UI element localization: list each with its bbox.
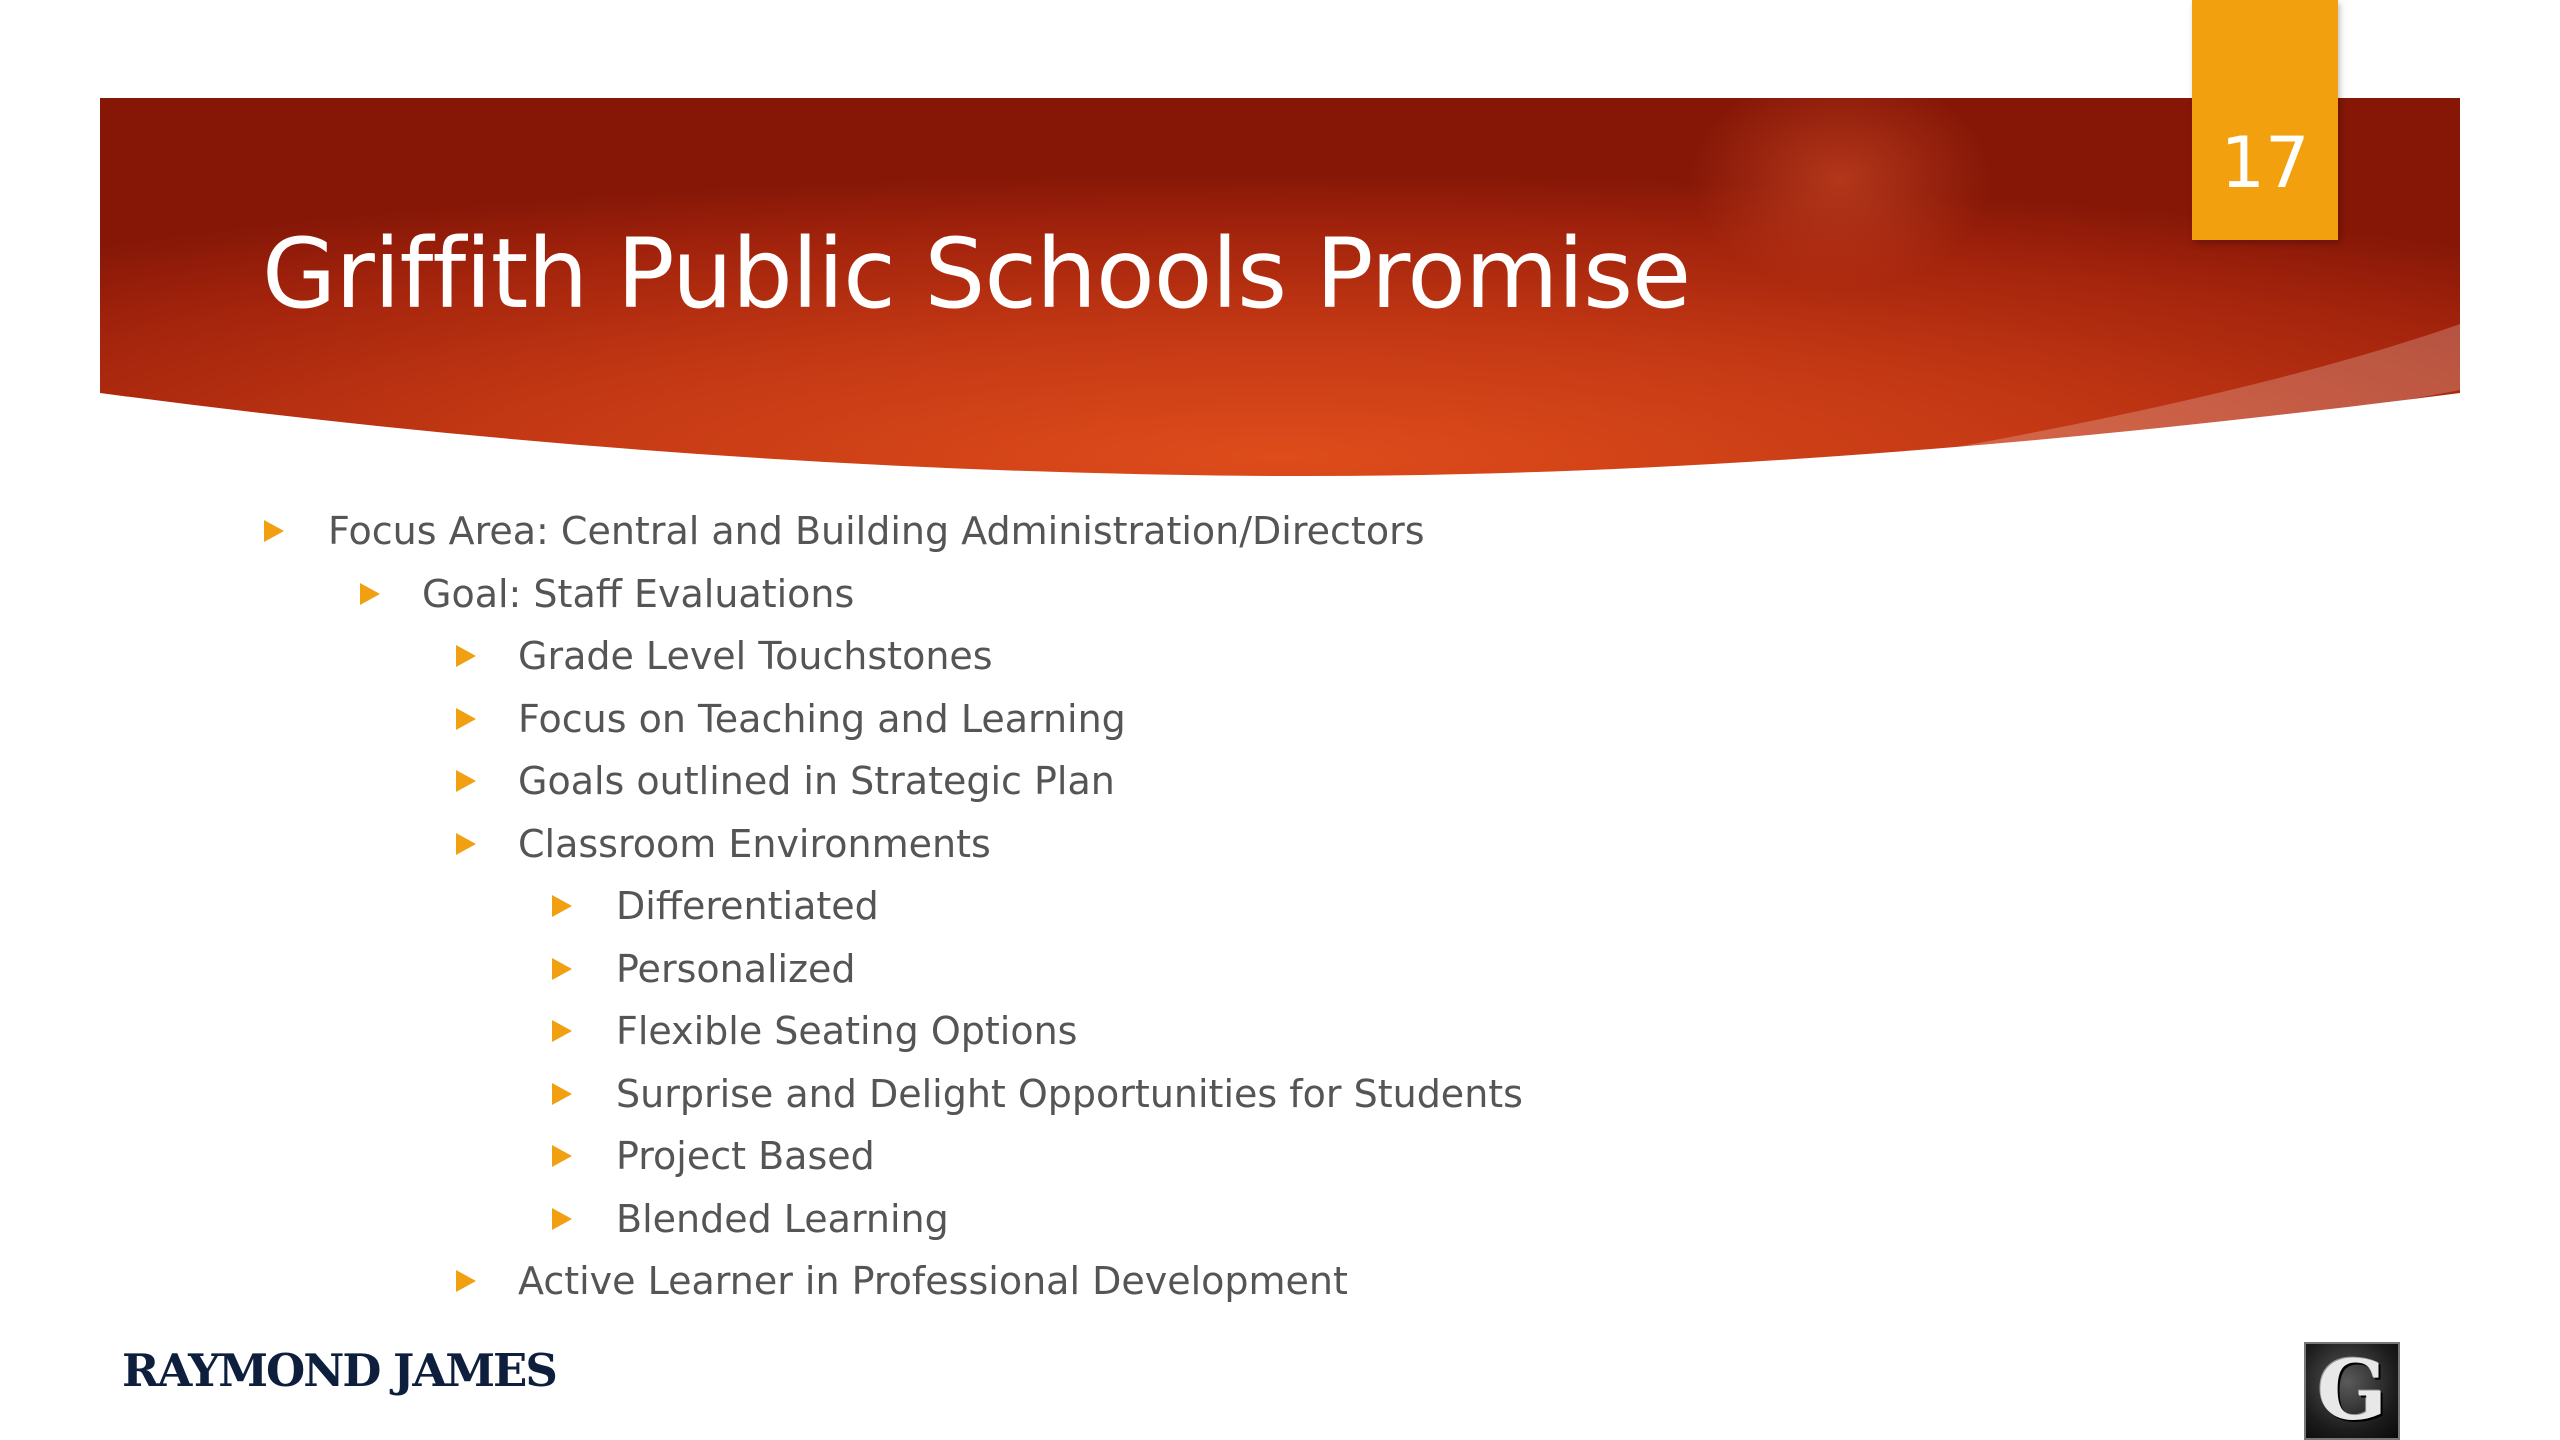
slide-title: Griffith Public Schools Promise xyxy=(262,218,1691,330)
bullet-text: Focus on Teaching and Learning xyxy=(518,697,1126,741)
bullet-item xyxy=(552,1063,1523,1125)
bullet-arrow-icon xyxy=(360,583,380,605)
bullet-item xyxy=(456,688,1126,750)
bullet-text: Classroom Environments xyxy=(518,822,991,866)
bullet-text: Project Based xyxy=(616,1134,875,1178)
bullet-text: Blended Learning xyxy=(616,1197,949,1241)
bullet-arrow-icon xyxy=(264,520,284,542)
bullet-text: Surprise and Delight Opportunities for Students xyxy=(616,1072,1523,1116)
bullet-arrow-icon xyxy=(552,1145,572,1167)
bullet-text: Personalized xyxy=(616,947,856,991)
bullet-arrow-icon xyxy=(552,1208,572,1230)
griffith-g-logo-icon xyxy=(2304,1342,2400,1440)
bullet-arrow-icon xyxy=(552,1020,572,1042)
bullet-item xyxy=(552,1188,949,1250)
bullet-text: Flexible Seating Options xyxy=(616,1009,1078,1053)
bullet-arrow-icon xyxy=(552,1083,572,1105)
bullet-text: Focus Area: Central and Building Administration/Directors xyxy=(328,509,1425,553)
bullet-item xyxy=(360,563,854,625)
bullet-arrow-icon xyxy=(456,1270,476,1292)
bullet-item xyxy=(456,750,1115,812)
raymond-james-logo: RAYMOND JAMES xyxy=(122,1344,556,1397)
page-number: 17 xyxy=(2220,122,2310,204)
bullet-arrow-icon xyxy=(456,645,476,667)
bullet-arrow-icon xyxy=(456,833,476,855)
bullet-arrow-icon xyxy=(456,708,476,730)
bullet-item xyxy=(552,1000,1077,1062)
bullet-arrow-icon xyxy=(552,958,572,980)
bullet-text: Differentiated xyxy=(616,884,879,928)
bullet-item xyxy=(456,1250,1348,1312)
bullet-text: Goals outlined in Strategic Plan xyxy=(518,759,1115,803)
g-logo-letter: G xyxy=(2316,1343,2388,1439)
page-number-tab xyxy=(2192,0,2338,240)
bullet-item xyxy=(456,625,993,687)
bullet-text: Active Learner in Professional Development xyxy=(518,1259,1348,1303)
bullet-item xyxy=(552,875,879,937)
bullet-item xyxy=(552,938,856,1000)
bullet-item xyxy=(552,1125,875,1187)
bullet-text: Goal: Staff Evaluations xyxy=(422,572,855,616)
bullet-item xyxy=(456,813,991,875)
bullet-arrow-icon xyxy=(552,895,572,917)
bullet-text: Grade Level Touchstones xyxy=(518,634,993,678)
bullet-arrow-icon xyxy=(456,770,476,792)
bullet-item xyxy=(264,500,1425,562)
